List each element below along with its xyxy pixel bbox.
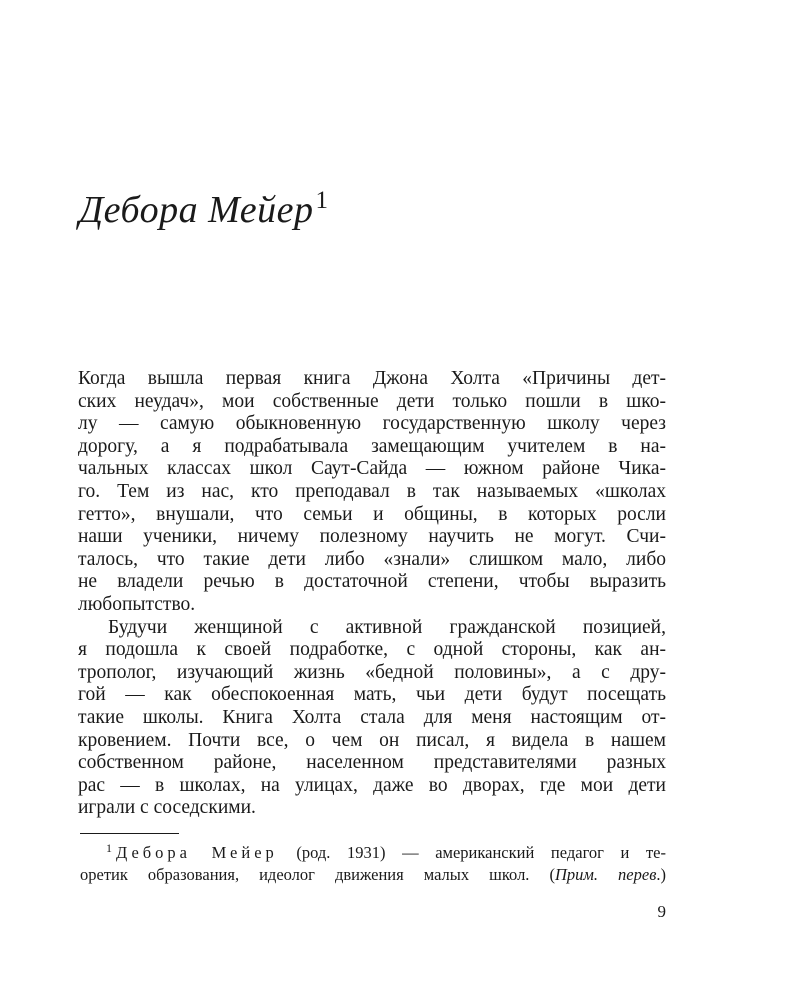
page-number: 9 <box>657 902 666 921</box>
footnote-name: Дебора Мейер <box>116 843 278 862</box>
text-line: гетто», внушали, что семьи и общины, в которых росли <box>78 503 666 525</box>
footnote-text: (род. 1931) — американский педагог и те- <box>296 843 666 862</box>
chapter-title-text: Дебора Мейер <box>79 189 314 231</box>
text-line: такие школы. Книга Холта стала для меня настоящим от- <box>78 706 666 728</box>
footnote-line-1 <box>80 842 666 864</box>
text-line: гой — как обеспокоенная мать, чьи дети будут посещать <box>78 684 666 706</box>
text-line: ских неудач», мои собственные дети только пошли в шко- <box>78 390 666 412</box>
body-text <box>78 368 666 820</box>
text-line: любопытство. <box>78 593 196 615</box>
chapter-title <box>79 186 329 239</box>
text-line: лу — самую обыкновенную государственную школу через <box>78 413 666 435</box>
text-line: играли с соседскими. <box>78 797 256 819</box>
text-line: собственном районе, населенном представителями разных <box>78 752 666 774</box>
paragraph-2 <box>78 617 666 820</box>
text-line: чальных классах школ Саут-Сайда — южном районе Чика- <box>78 458 666 480</box>
footnote-text-end: .) <box>656 865 666 884</box>
text-line: кровением. Почти все, о чем он писал, я видела в нашем <box>78 729 666 751</box>
text-line: я подошла к своей подработке, с одной стороны, как ан- <box>78 639 666 661</box>
text-line: трополог, изучающий жизнь «бедной половины», а с дру- <box>78 661 666 683</box>
text-line: не владели речью в достаточной степени, чтобы выразить <box>78 571 666 593</box>
text-line: Когда вышла первая книга Джона Холта «Причины дет- <box>78 368 666 389</box>
text-line: талось, что такие дети либо «знали» слишком мало, либо <box>78 548 666 570</box>
text-line: Будучи женщиной с активной гражданской позицией, <box>108 616 666 638</box>
footnote-text: оретик образования, идеолог движения малых школ. ( <box>80 865 555 884</box>
footnote-divider <box>80 833 179 834</box>
footnote-translator-note: Прим. перев <box>554 865 657 884</box>
text-line: го. Тем из нас, кто преподавал в так называемых «школах <box>78 480 666 502</box>
footnote-marker: 1 <box>106 841 112 855</box>
text-line: рас — в школах, на улицах, даже во дворах, где мои дети <box>78 774 666 796</box>
footnote-reference: 1 <box>315 187 329 214</box>
footnote-line-2 <box>80 864 666 886</box>
paragraph-1 <box>78 368 666 617</box>
footnote <box>80 842 666 886</box>
text-line: дорогу, а я подрабатывала замещающим учителем в на- <box>78 435 666 457</box>
text-line: наши ученики, ничему полезному научить не могут. Счи- <box>78 526 666 548</box>
